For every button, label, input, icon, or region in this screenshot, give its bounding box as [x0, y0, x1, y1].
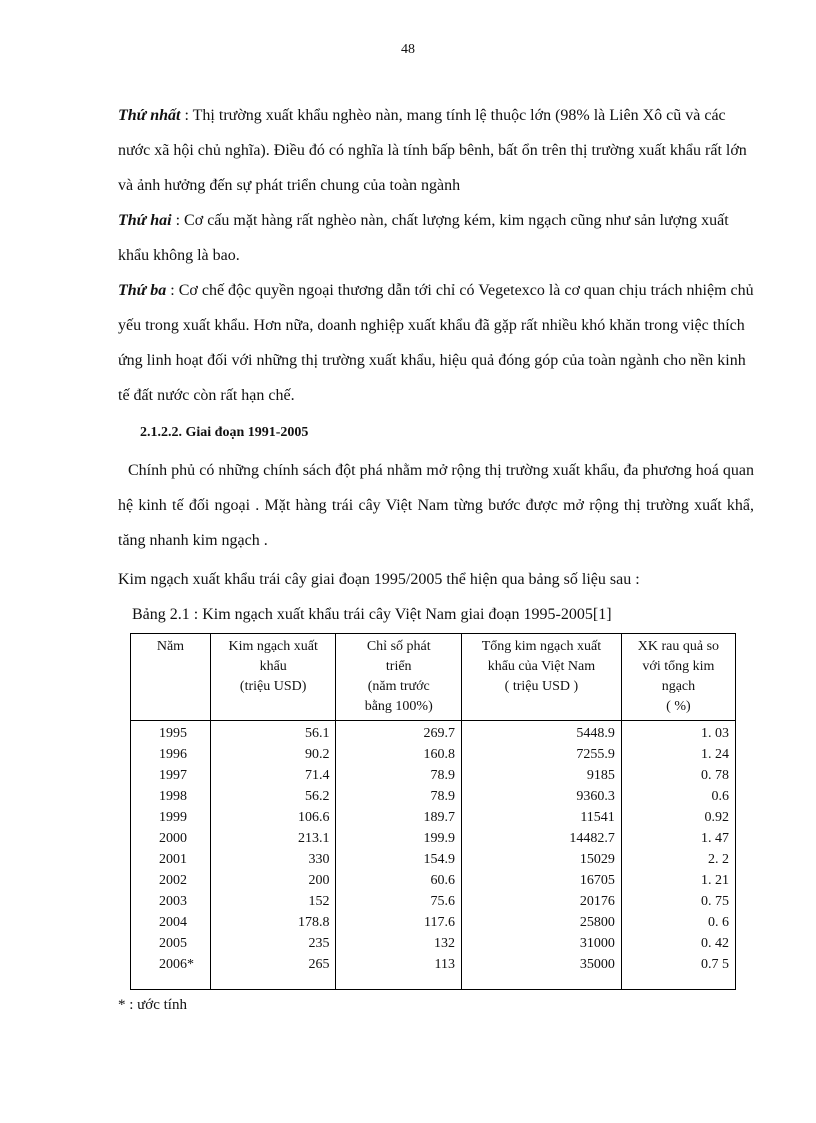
- table-row: [131, 828, 736, 849]
- cell-share-percent: 1. 24: [621, 744, 735, 765]
- cell-share-percent: 0. 75: [621, 891, 735, 912]
- cell-export-value: 213.1: [210, 828, 336, 849]
- paragraph-first: [118, 98, 754, 203]
- cell-growth-index: 199.9: [336, 828, 462, 849]
- text-second: : Cơ cấu mặt hàng rất nghèo nàn, chất lượng kém, kim ngạch cũng như sản lượng xuất khẩu không là bao.: [118, 212, 729, 264]
- cell-total-export: 35000: [462, 954, 622, 990]
- cell-year: 1997: [131, 765, 211, 786]
- cell-year: 1999: [131, 807, 211, 828]
- table-row: [131, 721, 736, 745]
- text-first: : Thị trường xuất khẩu nghèo nàn, mang tính lệ thuộc lớn (98% là Liên Xô cũ và các nước xã hội chủ nghĩa). Điều đó có nghĩa là tính bấp bênh, bất ổn trên thị trường xuất khẩu rất lớn và ảnh hưởng đến sự phát triển chung của toàn ngành: [118, 107, 747, 194]
- cell-year: 1998: [131, 786, 211, 807]
- cell-year: 2003: [131, 891, 211, 912]
- cell-growth-index: 154.9: [336, 849, 462, 870]
- page-content: [118, 98, 754, 1016]
- footnote: * : ước tính: [118, 997, 187, 1013]
- cell-total-export: 5448.9: [462, 721, 622, 745]
- paragraph-third: [118, 273, 754, 413]
- cell-growth-index: 132: [336, 933, 462, 954]
- header-share-percent: XK rau quả so với tổng kim ngạch ( %): [621, 634, 735, 721]
- table-row: [131, 891, 736, 912]
- cell-share-percent: 0. 78: [621, 765, 735, 786]
- cell-export-value: 90.2: [210, 744, 336, 765]
- cell-growth-index: 269.7: [336, 721, 462, 745]
- cell-growth-index: 78.9: [336, 786, 462, 807]
- cell-year: 1996: [131, 744, 211, 765]
- cell-total-export: 25800: [462, 912, 622, 933]
- cell-export-value: 200: [210, 870, 336, 891]
- export-table: [130, 633, 736, 990]
- table-row: [131, 807, 736, 828]
- cell-share-percent: 0. 6: [621, 912, 735, 933]
- cell-share-percent: 2. 2: [621, 849, 735, 870]
- cell-export-value: 235: [210, 933, 336, 954]
- cell-year: 2001: [131, 849, 211, 870]
- table-row: [131, 933, 736, 954]
- cell-export-value: 330: [210, 849, 336, 870]
- cell-growth-index: 60.6: [336, 870, 462, 891]
- table-row: [131, 765, 736, 786]
- paragraph-second: [118, 203, 754, 273]
- cell-export-value: 152: [210, 891, 336, 912]
- table-header-row: [131, 634, 736, 721]
- cell-total-export: 31000: [462, 933, 622, 954]
- text-third: : Cơ chế độc quyền ngoại thương dẫn tới chỉ có Vegetexco là cơ quan chịu trách nhiệm chủ yếu trong xuất khẩu. Hơn nữa, doanh nghiệp xuất khẩu đã gặp rất nhiều khó khăn trong việc thích ứng linh hoạt đối với những thị trường xuất khẩu, hiệu quả đóng góp của toàn ngành cho nền kinh tế đất nước còn rất hạn chế.: [118, 282, 754, 404]
- table-row: [131, 954, 736, 990]
- intro-line: Kim ngạch xuất khẩu trái cây giai đoạn 1995/2005 thể hiện qua bảng số liệu sau :: [118, 571, 640, 588]
- header-year: Năm: [131, 634, 211, 721]
- cell-share-percent: 0.7 5: [621, 954, 735, 990]
- cell-year: 2002: [131, 870, 211, 891]
- cell-export-value: 178.8: [210, 912, 336, 933]
- cell-share-percent: 1. 21: [621, 870, 735, 891]
- table-body: [131, 721, 736, 990]
- cell-total-export: 9360.3: [462, 786, 622, 807]
- header-total-export: Tổng kim ngạch xuất khẩu của Việt Nam ( triệu USD ): [462, 634, 622, 721]
- cell-share-percent: 1. 47: [621, 828, 735, 849]
- cell-share-percent: 0.92: [621, 807, 735, 828]
- cell-year: 1995: [131, 721, 211, 745]
- table-row: [131, 849, 736, 870]
- cell-total-export: 15029: [462, 849, 622, 870]
- cell-growth-index: 160.8: [336, 744, 462, 765]
- cell-total-export: 14482.7: [462, 828, 622, 849]
- table-row: [131, 786, 736, 807]
- label-second: Thứ hai: [118, 212, 172, 229]
- cell-growth-index: 117.6: [336, 912, 462, 933]
- cell-year: 2000: [131, 828, 211, 849]
- table-row: [131, 744, 736, 765]
- cell-total-export: 11541: [462, 807, 622, 828]
- table-row: [131, 912, 736, 933]
- cell-year: 2004: [131, 912, 211, 933]
- cell-total-export: 9185: [462, 765, 622, 786]
- cell-export-value: 265: [210, 954, 336, 990]
- cell-share-percent: 0. 42: [621, 933, 735, 954]
- cell-growth-index: 189.7: [336, 807, 462, 828]
- cell-growth-index: 113: [336, 954, 462, 990]
- header-growth-index: Chỉ số phát triển (năm trước bằng 100%): [336, 634, 462, 721]
- label-first: Thứ nhất: [118, 107, 181, 124]
- cell-export-value: 56.2: [210, 786, 336, 807]
- cell-share-percent: 1. 03: [621, 721, 735, 745]
- cell-year: 2006*: [131, 954, 211, 990]
- cell-growth-index: 75.6: [336, 891, 462, 912]
- cell-export-value: 106.6: [210, 807, 336, 828]
- header-export-value: Kim ngạch xuất khẩu (triệu USD): [210, 634, 336, 721]
- table-caption: Bảng 2.1 : Kim ngạch xuất khẩu trái cây Việt Nam giai đoạn 1995-2005[1]: [132, 606, 612, 623]
- cell-year: 2005: [131, 933, 211, 954]
- label-third: Thứ ba: [118, 282, 167, 299]
- cell-total-export: 16705: [462, 870, 622, 891]
- section-paragraph: Chính phủ có những chính sách đột phá nhằm mở rộng thị trường xuất khẩu, đa phương hoá quan hệ kinh tế đối ngoại . Mặt hàng trái cây Việt Nam từng bước được mở rộng thị trường xuất khẩ, tăng nhanh kim ngạch .: [118, 462, 754, 549]
- cell-export-value: 71.4: [210, 765, 336, 786]
- page-number: 48: [401, 42, 415, 57]
- cell-total-export: 20176: [462, 891, 622, 912]
- table-row: [131, 870, 736, 891]
- cell-export-value: 56.1: [210, 721, 336, 745]
- section-heading: 2.1.2.2. Giai đoạn 1991-2005: [140, 425, 309, 440]
- cell-growth-index: 78.9: [336, 765, 462, 786]
- cell-total-export: 7255.9: [462, 744, 622, 765]
- cell-share-percent: 0.6: [621, 786, 735, 807]
